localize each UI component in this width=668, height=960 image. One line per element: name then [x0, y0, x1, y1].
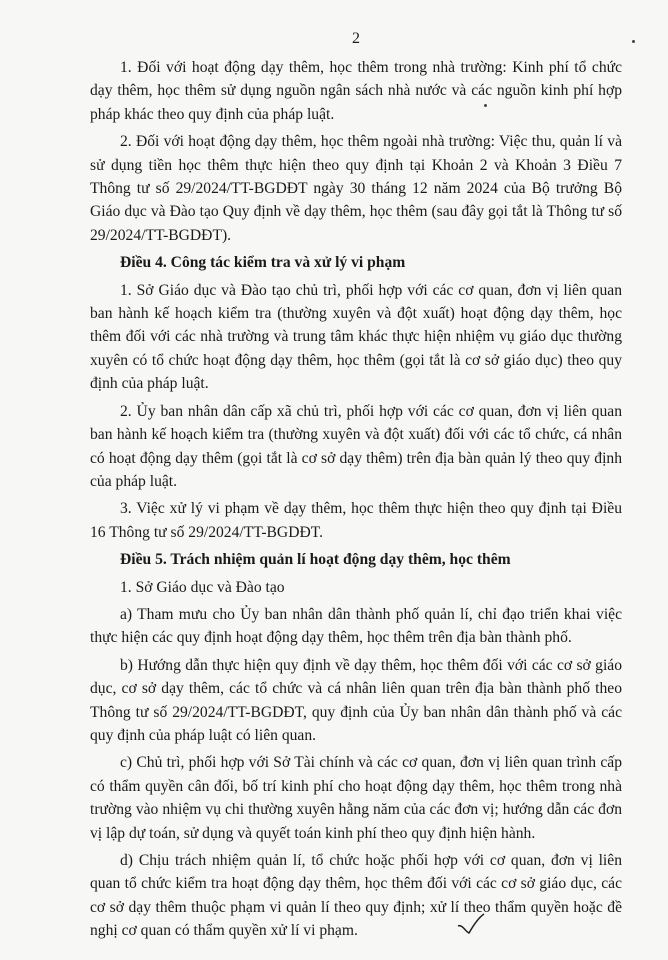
- page-number: 2: [352, 30, 360, 47]
- paragraph-5-1c: c) Chủ trì, phối hợp với Sở Tài chính và các cơ quan, đơn vị liên quan trình cấp có thẩm quyền cân đối, bố trí kinh phí cho hoạt động dạy thêm, học thêm trong nhà trường vào nhiệm vụ chi thường xuyên hằng năm của các đơn vị; hướng dẫn các đơn vị lập dự toán, sử dụng và quyết toán kinh phí theo quy định hiện hành.: [90, 754, 622, 842]
- paragraph-4-3: 3. Việc xử lý vi phạm về dạy thêm, học thêm thực hiện theo quy định tại Điều 16 Thông tư số 29/2024/TT-BGDĐT.: [90, 500, 622, 541]
- paragraph-4-1: 1. Sở Giáo dục và Đào tạo chủ trì, phối hợp với các cơ quan, đơn vị liên quan ban hành kế hoạch kiểm tra (thường xuyên và đột xuất) hoạt động dạy thêm, học thêm đối với các nhà trường và trung tâm khác thực hiện nhiệm vụ giáo dục thường xuyên có tổ chức hoạt động dạy thêm, học thêm (gọi tắt là cơ sở giáo dục) theo quy định của pháp luật.: [90, 281, 622, 393]
- paragraph-5-1a: a) Tham mưu cho Ủy ban nhân dân thành phố quản lí, chỉ đạo triển khai việc thực hiện các quy định hoạt động dạy thêm, học thêm trên địa bàn thành phố.: [90, 605, 622, 647]
- paragraph-3-2: 2. Đối với hoạt động dạy thêm, học thêm ngoài nhà trường: Việc thu, quản lí và sử dụng tiền học thêm thực hiện theo quy định tại Khoản 2 và Khoản 3 Điều 7 Thông tư số 29/2024/TT-BGDĐT ngày 30 tháng 12 năm 2024 của Bộ trưởng Bộ Giáo dục và Đào tạo Quy định về dạy thêm, học thêm (sau đây gọi tắt là Thông tư số 29/2024/TT-BGDĐT).: [90, 133, 622, 244]
- paragraph-4-2: 2. Ủy ban nhân dân cấp xã chủ trì, phối hợp với các cơ quan, đơn vị liên quan ban hành kế hoạch kiểm tra (thường xuyên và đột xuất) đối với các tổ chức, cá nhân có hoạt động dạy thêm (gọi tắt là cơ sở dạy thêm) trên địa bàn quản lý theo quy định của pháp luật.: [90, 402, 622, 490]
- paragraph-5-1b: b) Hướng dẫn thực hiện quy định về dạy thêm, học thêm đối với các cơ sở giáo dục, cơ sở dạy thêm, các tổ chức và cá nhân liên quan trên địa bàn thành phố theo Thông tư số 29/2024/TT-BGDĐT, quy định của Ủy ban nhân dân thành phố và các quy định của pháp luật có liên quan.: [90, 656, 622, 744]
- scan-speck: [632, 40, 635, 43]
- scan-speck: [484, 104, 487, 107]
- handwritten-tick-mark: [456, 912, 486, 936]
- paragraph-5-1: 1. Sở Giáo dục và Đào tạo: [120, 578, 285, 596]
- paragraph-3-1: 1. Đối với hoạt động dạy thêm, học thêm trong nhà trường: Kinh phí tổ chức dạy thêm, học thêm sử dụng nguồn ngân sách nhà nước và các nguồn kinh phí hợp pháp khác theo quy định của pháp luật.: [90, 59, 622, 123]
- article-4-heading: Điều 4. Công tác kiểm tra và xử lý vi phạm: [120, 254, 406, 272]
- article-5-heading: Điều 5. Trách nhiệm quản lí hoạt động dạy thêm, học thêm: [120, 551, 511, 569]
- paragraph-5-1d: d) Chịu trách nhiệm quản lí, tổ chức hoặc phối hợp với cơ quan, đơn vị liên quan tổ chức kiểm tra hoạt động dạy thêm, học thêm đối với các cơ sở giáo dục, các cơ sở dạy thêm thuộc phạm vi quản lí theo quy định; xử lí theo thẩm quyền hoặc đề nghị cơ quan có thẩm quyền xử lí vi phạm.: [90, 852, 622, 940]
